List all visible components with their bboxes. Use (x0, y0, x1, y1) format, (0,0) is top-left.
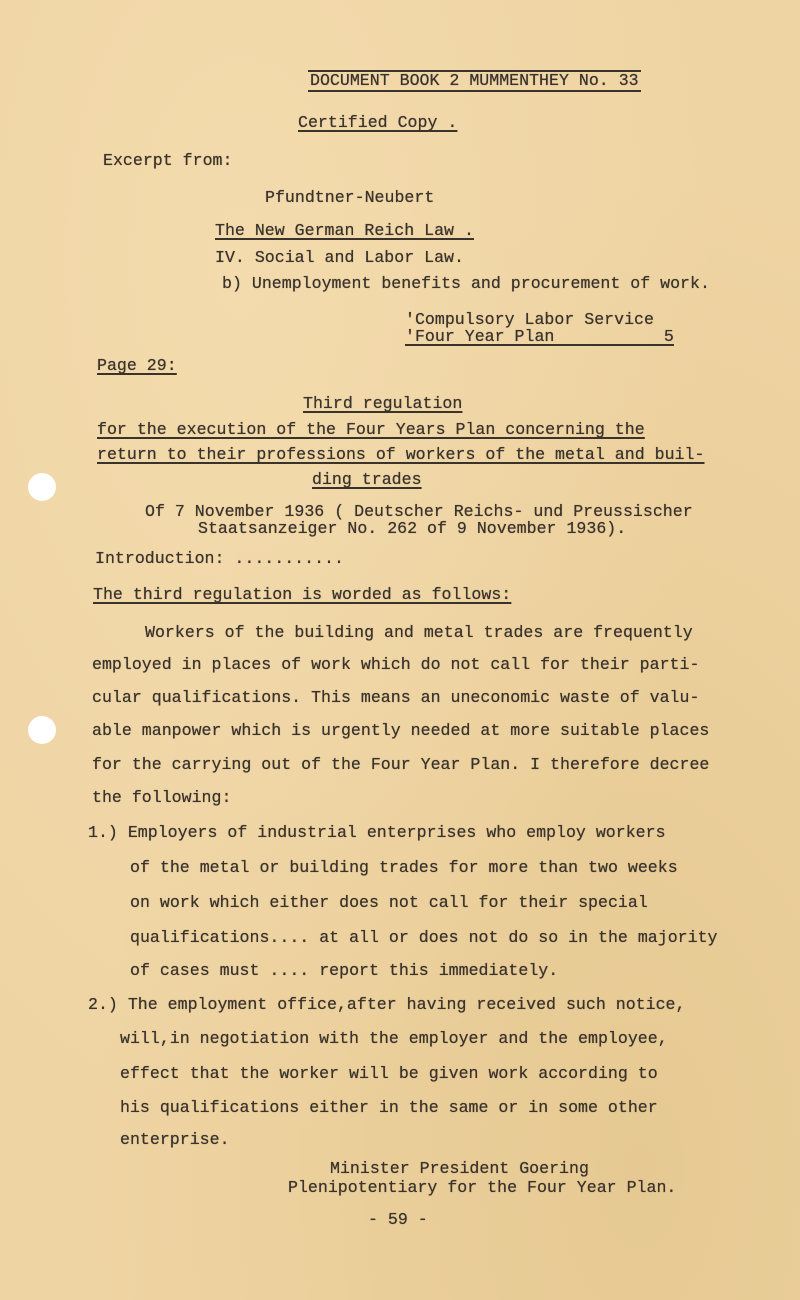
body-line: for the carrying out of the Four Year Plan. I therefore decree (92, 755, 710, 774)
source-authors: Pfundtner-Neubert (265, 188, 435, 207)
item-line: his qualifications either in the same or in some other (120, 1098, 658, 1117)
document-reference: DOCUMENT BOOK 2 MUMMENTHEY No. 33 (310, 71, 639, 90)
punch-hole (28, 716, 56, 744)
item-line: on work which either does not call for their special (130, 893, 648, 912)
signature-title: Plenipotentiary for the Four Year Plan. (288, 1178, 677, 1197)
introduction-line: Introduction: ........... (95, 549, 344, 568)
source-subsection: b) Unemployment benefits and procurement of work. (222, 274, 710, 293)
regulation-title: Third regulation (303, 394, 463, 413)
body-line: employed in places of work which do not call for their parti- (92, 655, 700, 674)
regulation-subtitle: for the execution of the Four Years Plan concerning the (97, 420, 645, 439)
regulation-subtitle: ding trades (312, 470, 422, 489)
item-line: of cases must .... report this immediately. (130, 961, 559, 980)
excerpt-label: Excerpt from: (103, 151, 233, 170)
page-number: - 59 - (368, 1210, 428, 1229)
regulation-date: Of 7 November 1936 ( Deutscher Reichs- und Preussischer (145, 502, 693, 521)
topic-line: 'Compulsory Labor Service (405, 310, 654, 329)
body-line: cular qualifications. This means an uneconomic waste of valu- (92, 688, 700, 707)
signature-name: Minister President Goering (330, 1159, 589, 1178)
source-section: IV. Social and Labor Law. (215, 248, 464, 267)
item-line: 2.) The employment office,after having received such notice, (88, 995, 686, 1014)
item-line: effect that the worker will be given work according to (120, 1064, 658, 1083)
source-title: The New German Reich Law . (215, 221, 474, 240)
body-line: the following: (92, 788, 232, 807)
item-line: 1.) Employers of industrial enterprises who employ workers (88, 823, 666, 842)
punch-hole (28, 473, 56, 501)
body-line: Workers of the building and metal trades are frequently (145, 623, 693, 642)
item-line: of the metal or building trades for more than two weeks (130, 858, 678, 877)
item-line: will,in negotiation with the employer and the employee, (120, 1029, 668, 1048)
regulation-subtitle: return to their professions of workers of the metal and buil- (97, 445, 705, 464)
item-line: qualifications.... at all or does not do so in the majority (130, 928, 718, 947)
certified-copy-label: Certified Copy . (298, 113, 458, 132)
regulation-date: Staatsanzeiger No. 262 of 9 November 1936). (198, 519, 627, 538)
item-line: enterprise. (120, 1130, 230, 1149)
topic-line: 'Four Year Plan 5 (405, 327, 674, 346)
worded-heading: The third regulation is worded as follows: (93, 585, 512, 604)
page-reference: Page 29: (97, 356, 177, 375)
body-line: able manpower which is urgently needed at more suitable places (92, 721, 710, 740)
